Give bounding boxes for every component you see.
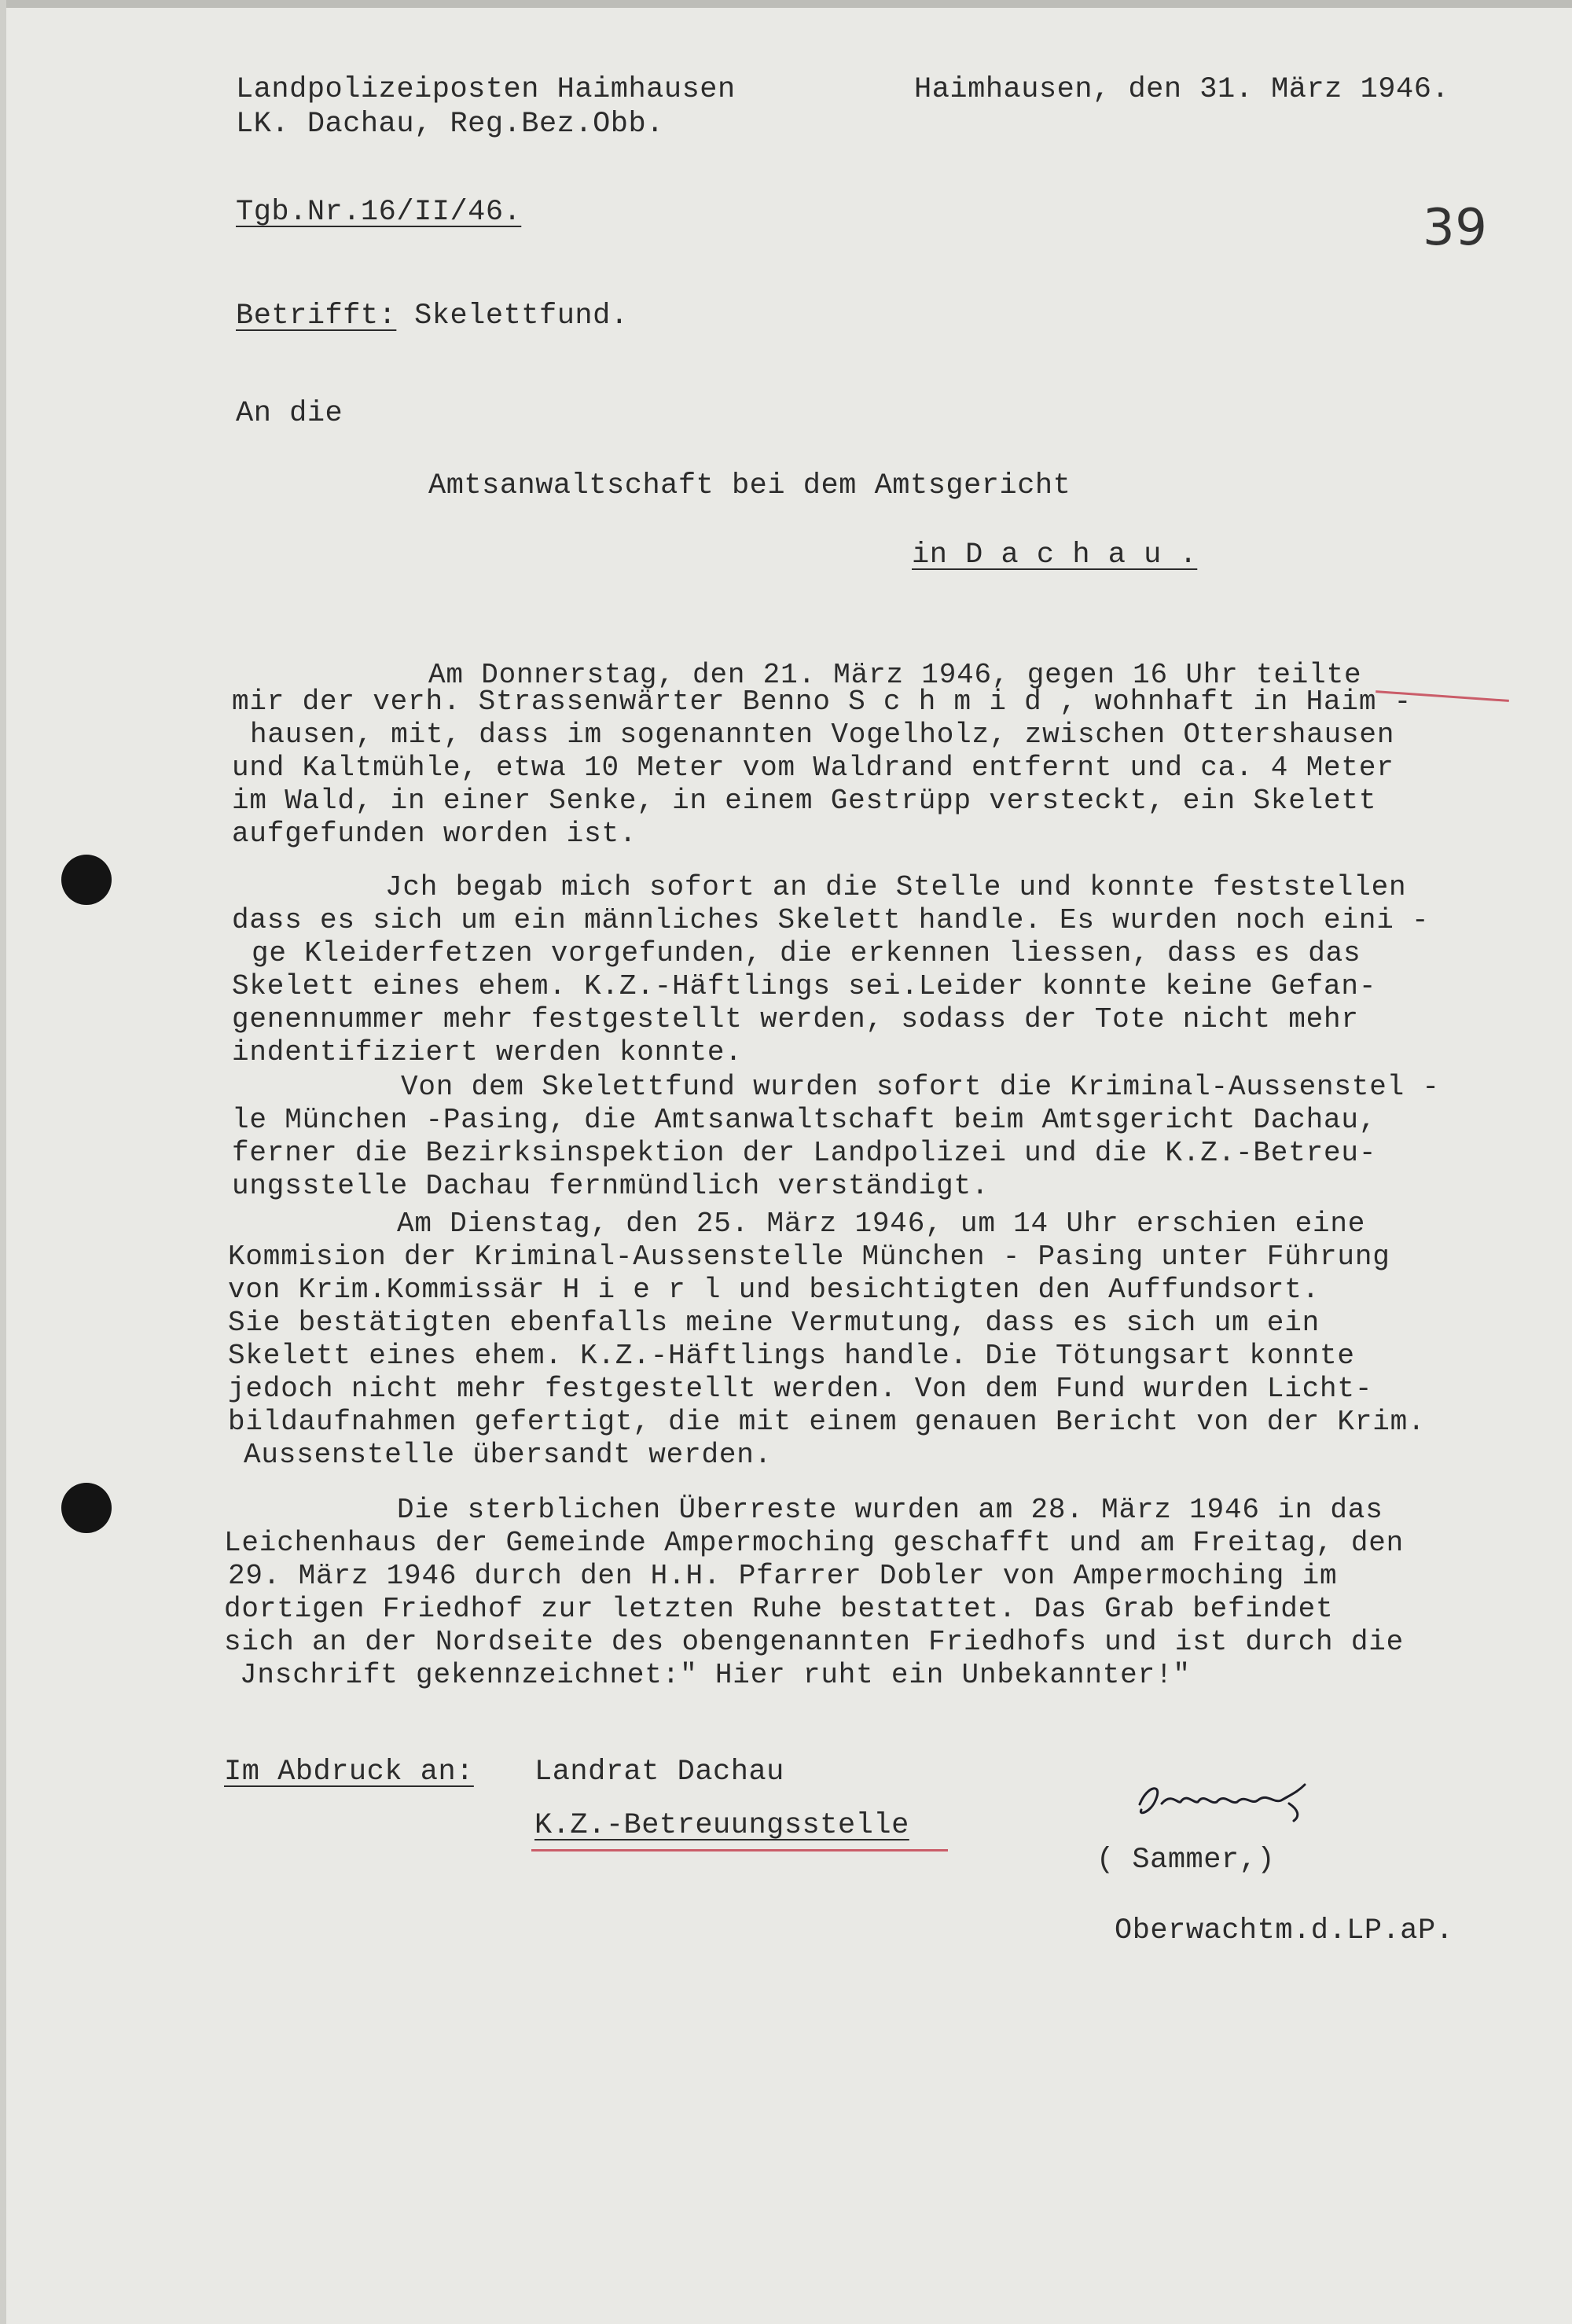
body-line: genennummer mehr festgestellt werden, sodass der Tote nicht mehr <box>232 1003 1359 1035</box>
place-date: Haimhausen, den 31. März 1946. <box>914 73 1450 106</box>
sender-line-2: LK. Dachau, Reg.Bez.Obb. <box>236 108 664 141</box>
recipient-city: in D a c h a u . <box>912 539 1198 572</box>
body-line: Aussenstelle übersandt werden. <box>244 1439 773 1471</box>
copies-label: Im Abdruck an: <box>224 1756 474 1789</box>
body-line: Am Donnerstag, den 21. März 1946, gegen 16 Uhr teilte <box>428 659 1362 691</box>
body-line: Am Dienstag, den 25. März 1946, um 14 Uhr erschien eine <box>397 1208 1366 1240</box>
subject-label: Betrifft: <box>236 300 397 333</box>
body-line: Skelett eines ehem. K.Z.-Häftlings handle. Die Tötungsart konnte <box>228 1340 1355 1372</box>
body-line: jedoch nicht mehr festgestellt werden. Von dem Fund wurden Licht- <box>228 1373 1373 1405</box>
signatory-name: ( Sammer,) <box>1096 1844 1276 1877</box>
body-line: Von dem Skelettfund wurden sofort die Kriminal-Aussenstel - <box>401 1071 1440 1103</box>
copies-recipient-1: Landrat Dachau <box>534 1756 784 1789</box>
subject-text: Skelettfund. <box>414 300 629 333</box>
body-line: und Kaltmühle, etwa 10 Meter vom Waldrand entfernt und ca. 4 Meter <box>232 752 1394 784</box>
body-line: ungsstelle Dachau fernmündlich verständigt. <box>232 1170 990 1202</box>
body-line: indentifiziert werden konnte. <box>232 1036 743 1068</box>
body-line: 29. März 1946 durch den H.H. Pfarrer Dobler von Ampermoching im <box>228 1560 1338 1592</box>
body-line: Jch begab mich sofort an die Stelle und konnte feststellen <box>385 871 1407 903</box>
recipient-office: Amtsanwaltschaft bei dem Amtsgericht <box>428 469 1071 502</box>
body-line: ge Kleiderfetzen vorgefunden, die erkennen liessen, dass es das <box>252 937 1361 969</box>
red-pencil-underline <box>531 1849 948 1851</box>
body-line: dortigen Friedhof zur letzten Ruhe bestattet. Das Grab befindet <box>224 1593 1334 1625</box>
copies-recipient-2: K.Z.-Betreuungsstelle <box>534 1809 909 1842</box>
body-line: hausen, mit, dass im sogenannten Vogelholz, zwischen Ottershausen <box>250 719 1395 751</box>
salutation: An die <box>236 397 343 430</box>
body-line: Die sterblichen Überreste wurden am 28. März 1946 in das <box>397 1494 1383 1526</box>
page-number: 39 <box>1423 199 1488 257</box>
sender-line-1: Landpolizeiposten Haimhausen <box>236 73 736 106</box>
body-line: mir der verh. Strassenwärter Benno S c h m i d , wohnhaft in Haim - <box>232 686 1412 718</box>
body-line: Sie bestätigten ebenfalls meine Vermutung, dass es sich um ein <box>228 1307 1320 1339</box>
body-line: Kommision der Kriminal-Aussenstelle München - Pasing unter Führung <box>228 1241 1390 1273</box>
body-line: Leichenhaus der Gemeinde Ampermoching geschafft und am Freitag, den <box>224 1527 1405 1559</box>
page-left-edge <box>0 0 6 2324</box>
body-line: aufgefunden worden ist. <box>232 818 637 850</box>
body-line: im Wald, in einer Senke, in einem Gestrüpp versteckt, ein Skelett <box>232 785 1377 817</box>
body-line: le München -Pasing, die Amtsanwaltschaft beim Amtsgericht Dachau, <box>232 1104 1377 1136</box>
signatory-rank: Oberwachtm.d.LP.aP. <box>1115 1914 1454 1947</box>
svg-text:Sammer: Sammer <box>1132 1830 1135 1831</box>
subject-line <box>236 299 629 333</box>
punch-hole-icon <box>61 855 112 905</box>
handwritten-signature <box>1132 1769 1336 1832</box>
body-line: Jnschrift gekennzeichnet:" Hier ruht ein Unbekannter!" <box>240 1659 1191 1691</box>
reference-number: Tgb.Nr.16/II/46. <box>236 196 522 229</box>
punch-hole-icon <box>61 1483 112 1533</box>
body-line: sich an der Nordseite des obengenannten Friedhofs und ist durch die <box>224 1626 1405 1658</box>
body-line: ferner die Bezirksinspektion der Landpolizei und die K.Z.-Betreu- <box>232 1137 1377 1169</box>
body-line: dass es sich um ein männliches Skelett handle. Es wurden noch eini - <box>232 904 1430 936</box>
body-line: bildaufnahmen gefertigt, die mit einem genauen Bericht von der Krim. <box>228 1406 1426 1438</box>
body-line: Skelett eines ehem. K.Z.-Häftlings sei.Leider konnte keine Gefan- <box>232 970 1377 1002</box>
body-line: von Krim.Kommissär H i e r l und besichtigten den Auffundsort. <box>228 1274 1320 1306</box>
page-top-edge <box>0 0 1572 8</box>
